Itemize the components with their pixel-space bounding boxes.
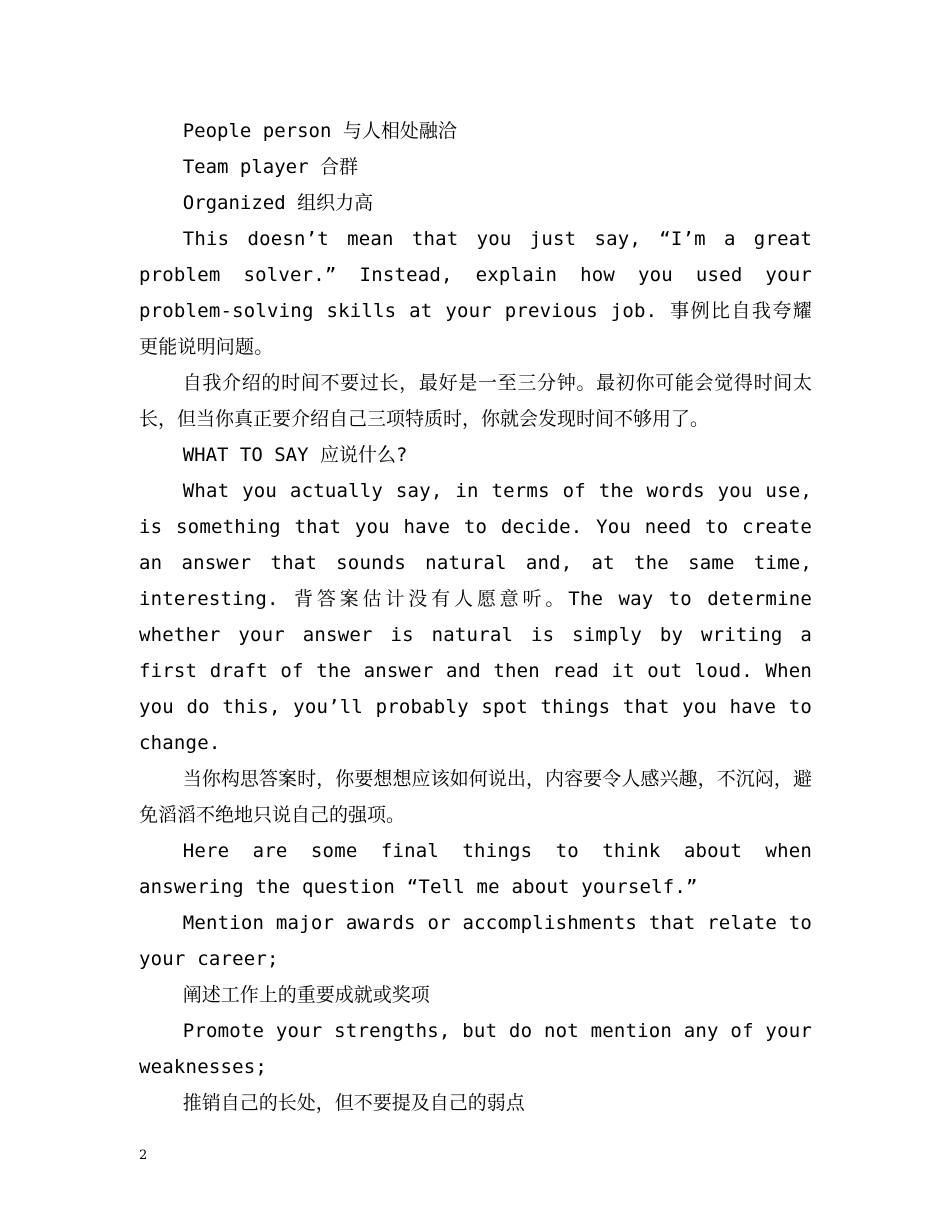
paragraph-awards-chinese: 阐述工作上的重要成就或奖项 [182,984,430,1006]
paragraph-intro-length: 自我介绍的时间不要过长，最好是一至三分钟。最初你可能会觉得时间太长，但当你真正要介绍自己三项特质时，你就会发现时间不够用了。 [139,372,812,430]
page-body [139,113,812,1121]
section-heading-what-to-say: WHAT TO SAY 应说什么? [182,444,408,466]
paragraph-mention-awards: Mention major awards or accomplishments that relate to your career; [139,912,812,970]
paragraph-final-things: Here are some final things to think about when answering the question “Tell me about yourself.” [139,840,812,898]
page-number: 2 [139,1148,148,1163]
paragraph-organized: Organized 组织力高 [182,192,374,214]
paragraph-strengths-chinese: 推销自己的长处，但不要提及自己的弱点 [182,1092,525,1114]
paragraph-compose-answer: 当你构思答案时，你要想想应该如何说出，内容要令人感兴趣，不沉闷，避免滔滔不绝地只说自己的强项。 [139,768,812,826]
paragraph-people-person: People person 与人相处融洽 [182,120,457,142]
paragraph-promote-strengths: Promote your strengths, but do not mention any of your weaknesses; [139,1020,812,1078]
paragraph-team-player: Team player 合群 [182,156,358,178]
paragraph-problem-solver: This doesn’t mean that you just say, “I’m a great problem solver.” Instead, explain how you used your problem-solving skills at your previous job. 事例比自我夸耀更能说明问题。 [139,228,812,358]
paragraph-what-you-say: What you actually say, in terms of the words you use, is something that you have to decide. You need to create an answer that sounds natural and, at the same time, interesting. 背答案估计没有人愿意听。The way to determine whether your answer is natural is simply by writing a first draft of the answer and then read it out loud. When you do this, you’ll probably spot things that you have to change. [139,480,812,754]
